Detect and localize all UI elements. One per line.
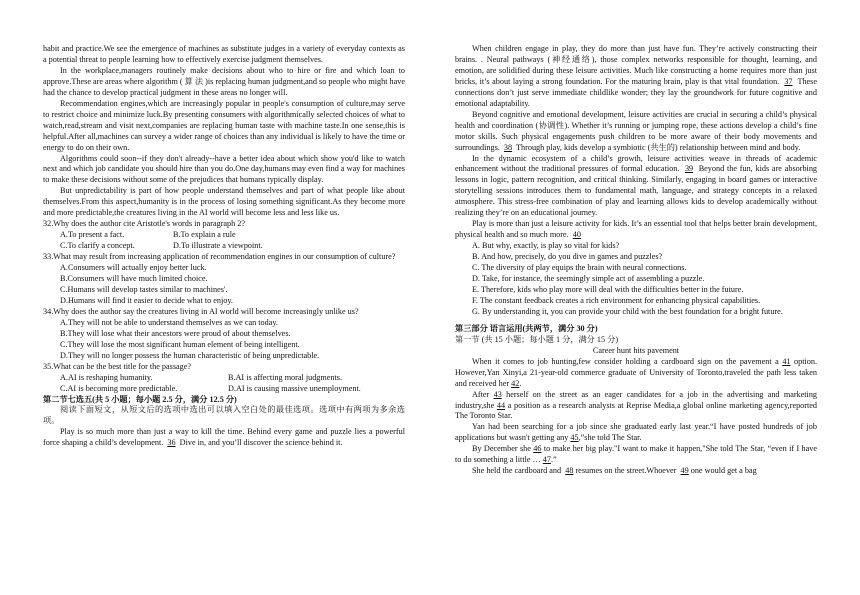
option-35c: C.AI is becoming more predictable.: [60, 383, 178, 393]
cloze-title: Career hunt hits pavement: [592, 345, 680, 355]
cloze-paragraph: [455, 466, 817, 477]
blank-37: 37: [784, 76, 793, 86]
part3-heading: 第三部分 语言运用(共两节，满分 30 分): [455, 323, 598, 333]
option-34a: A.They will not be able to understand themselves as we can today.: [60, 317, 278, 327]
passage-paragraph: habit and practice.We see the emergence of machines as substitute judges in a variety of everyday contexts as a potential threat to people learning how to effectively exercise judgment themselves.: [43, 44, 405, 64]
text-run: These connections don’t just serve immediate childlike wonder; they lay the groundwork for future cognitive and emotional adaptability.: [455, 76, 818, 108]
part3-subheading: 第一节 (共 15 小题；每小题 1 分，满分 15 分): [455, 334, 619, 344]
question-34: 34.Why does the author say the creatures living in AI world will become increasingly unlike us?: [43, 306, 359, 316]
cloze-paragraph: [455, 422, 817, 444]
cloze-paragraph: [455, 357, 817, 390]
blank-41: 41: [782, 356, 791, 366]
question-32: 32.Why does the author cite Aristotle's words in paragraph 2?: [43, 219, 246, 229]
text-run: option. However,Yan Xinyi,a 21-year-old commerce graduate of University of Toronto,traveled the path less taken and received her: [455, 356, 817, 388]
option-33d: D.Humans will find it easier to decide what to enjoy.: [60, 295, 233, 305]
text-run: In the dynamic ecosystem of a child’s growth, leisure activities weave in threads of academic enhancement without the traditional pressures of formal education.: [455, 153, 817, 174]
blank-47: 47: [542, 455, 551, 465]
text-run: one would get a bag: [690, 466, 757, 476]
text-run: a position as a research analysts at Reprise Media,a global online marketing agency,reported The Toronto Star.: [455, 400, 818, 421]
question-32-options-row: [43, 241, 405, 252]
question-32-options-row: [43, 230, 405, 241]
option-b: B. And how, precisely, do you dive in games and puzzles?: [472, 252, 663, 262]
option-32c: C.To clarify a concept.: [60, 241, 135, 251]
option-32b: B.To explain a rule: [173, 230, 236, 240]
section-instructions: 阅读下面短文，从短文后的选项中选出可以填入空白处的最佳选项。选项中有两项为多余选 项。: [43, 405, 405, 426]
text-run: Beyond the fun, kids are absorbing lessons in logic, pattern recognition, and critical thinking. Similarly, engaging in board games or interactive storytelling sessions introduces them to fundamental math, language, and strategy concepts in a relaxed atmosphere. This stress-free combination of play and learning allows kids to develop academically without realizing they’re on an educational journey.: [455, 164, 818, 218]
text-run: ,”she told The Star.: [578, 433, 642, 443]
text-run: Dive in, and you’ll discover the science behind it.: [179, 438, 343, 448]
passage-paragraph: Algorithms could soon--if they don't already--have a better idea about which show you'd like to watch next and which job candidate you should hire than you do.One day,humans may even find a way for machines to make these decisions without some of the prejudices that humans typically display.: [43, 153, 405, 185]
cloze-paragraph: [455, 390, 817, 423]
blank-46: 46: [533, 444, 542, 454]
passage-paragraph: [455, 110, 817, 154]
text-run: By December she: [472, 444, 531, 454]
text-run: After: [472, 389, 490, 399]
option-35b: B.AI is affecting moral judgments.: [228, 372, 342, 382]
blank-40: 40: [572, 230, 581, 240]
text-run: Yan had been searching for a job since she graduated early last year.“I have posted hundreds of job applications but wasn't getting any: [455, 422, 817, 443]
option-e: E. Therefore, kids who play more will deal with the difficulties better in the future.: [472, 284, 744, 294]
option-33b: B.Consumers will have much limited choice.: [60, 274, 208, 284]
passage-paragraph: [455, 219, 817, 241]
text-run: to make her big play."I want to make it happen,"She told The Star, “even if I have to do something a little …: [455, 444, 818, 465]
option-33a: A.Consumers will actually enjoy better luck.: [60, 263, 207, 273]
option-33c: C.Humans will develop tastes similar to machines'.: [60, 284, 228, 294]
option-34b: B.They will lose what their ancestors were proud of about themselves.: [60, 328, 291, 338]
question-35-options-row: [43, 384, 405, 395]
text-run: Through play, kids develop a symbiotic (共生的) relationship between mind and body.: [516, 142, 801, 152]
passage-paragraph: Recommendation engines,which are increasingly popular in people's consumption of culture,may serve to restrict choice and minimize luck.By presenting consumers with algorithmically selected choices of what to watch,read,stream and visit next,companies are replacing human taste with machine taste.In one sense,this is helpful.After all,machines can survey a wider range of choices than any individual is likely to have the time or energy to do on their own.: [43, 98, 405, 152]
blank-45: 45: [570, 433, 579, 443]
option-d: D. Take, for instance, the seemingly simple act of assembling a puzzle.: [472, 274, 705, 284]
option-32a: A.To present a fact.: [60, 230, 125, 240]
text-run: resumes on the street.Whoever: [575, 466, 677, 476]
blank-49: 49: [680, 466, 689, 476]
blank-42: 42: [511, 378, 520, 388]
blank-44: 44: [496, 400, 506, 410]
question-35: 35.What can be the best title for the passage?: [43, 361, 191, 371]
text-run: .: [519, 378, 522, 388]
question-33: 33.What may result from increasing application of recommendation engines in our consumption of culture?: [43, 252, 396, 262]
option-34c: C.They will lose the most significant human element of being intelligent.: [60, 339, 300, 349]
option-g: G. By understanding it, you can provide your child with the best foundation for a bright future.: [472, 306, 783, 316]
passage-paragraph: [455, 154, 817, 220]
option-32d: D.To illustrate a viewpoint.: [173, 241, 263, 251]
blank-36: 36: [167, 438, 176, 448]
option-c: C. The diversity of play equips the brain with neural connections.: [472, 263, 687, 273]
text-run: Play is so much more than just a way to kill the time. Behind every game and puzzle lies a powerful force shaping a child’s development.: [43, 427, 405, 448]
text-run: herself on the street as an eager candidates for a job in the advertising and marketing industry,she: [455, 389, 818, 410]
text-run: .”: [550, 455, 557, 465]
option-35a: A.AI is reshaping humanity.: [60, 372, 153, 382]
text-run: When it comes to job hunting,few consider holding a cardboard sign on the pavement a: [472, 356, 779, 366]
cloze-paragraph: [455, 444, 817, 466]
blank-43: 43: [493, 389, 502, 399]
blank-39: 39: [684, 164, 694, 174]
option-35d: D.AI is causing massive unemployment.: [228, 383, 361, 393]
blank-38: 38: [503, 142, 513, 152]
question-35-options-row: [43, 373, 405, 384]
option-f: F. The constant feedback creates a rich environment for enhancing physical capabilities.: [472, 295, 761, 305]
passage-paragraph: But unpredictability is part of how people understand themselves and part of what people like about themselves.From this aspect,humanity is in the process of losing something significant.As they become more and more predictable,the creatures living in the AI world will become less and less like us.: [43, 186, 405, 218]
text-run: When children engage in play, they do more than just have fun. They’re actively constructing their brains. . Neural pathways (神经通络), those complex networks responsible for thought, learning, and emotion, are solidified during these leisure activities. Much like constructing a home requires more than just bricks, it’s about laying a strong foundation. For the maturing brain, play is that vital foundation.: [455, 44, 817, 86]
section-heading: 第二节七选五(共 5 小题；每小题 2.5 分，满分 12.5 分): [43, 394, 237, 404]
passage-paragraph: In the workplace,managers routinely make decisions about who to hire or fire and which loan to approve.These are areas where algorithm ( 算 法 )is replacing human judgment,and so people who might have had the chance to develop practical judgment in these areas no longer will.: [43, 65, 405, 97]
text-run: Beyond cognitive and emotional development, leisure activities are crucial in securing a child’s physical health and coordination (协调性). Whether it’s running or jumping rope, these actions develop a child’s fine motor skills. Such physical engagements push children to be more aware of their body movements and surroundings.: [455, 109, 817, 152]
passage-paragraph: [43, 427, 405, 449]
option-a: A. But why, exactly, is play so vital for kids?: [472, 241, 620, 251]
option-34d: D.They will no longer possess the human characteristic of being unpredictable.: [60, 350, 320, 360]
text-run: Play is more than just a leisure activity for kids. It’s an essential tool that helps better brain development, physical health and so much more.: [455, 219, 817, 240]
left-column: [43, 44, 405, 449]
blank-48: 48: [565, 466, 574, 476]
passage-paragraph: [455, 44, 817, 110]
right-column: [455, 44, 817, 477]
text-run: She held the cardboard and: [472, 466, 562, 476]
